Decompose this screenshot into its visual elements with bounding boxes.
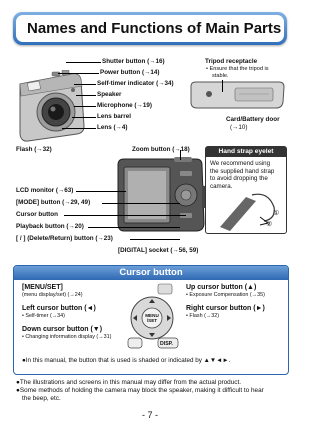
leader-line — [76, 191, 126, 192]
digital-socket-label: [DIGITAL] socket (→56, 59) — [118, 247, 199, 254]
microphone-label: Microphone (→19) — [97, 102, 152, 109]
eyelet-text-line: We recommend using — [210, 160, 271, 167]
leader-line — [130, 239, 180, 240]
speaker-label: Speaker — [97, 91, 122, 98]
menu-set-title: [MENU/SET] — [22, 284, 63, 291]
up-cursor-sub: • Exposure Compensation (→35) — [186, 292, 265, 298]
menu-set-entry — [22, 284, 83, 299]
step-two-marker: ② — [266, 221, 273, 228]
mode-button-label: [MODE] button (→29, 49) — [16, 199, 91, 206]
left-cursor-sub: • Self-timer (→34) — [22, 313, 65, 319]
playback-button-label: Playback button (→20) — [16, 223, 84, 230]
cursor-button-panel — [13, 265, 289, 375]
lcd-monitor-label: LCD monitor (→63) — [16, 187, 74, 194]
menu-set-sub: (menu display/set) (→24) — [22, 292, 83, 298]
footnote-line: ●Some methods of holding the camera may block the speaker, making it difficult to hear — [16, 386, 264, 394]
tripod-title: Tripod receptacle — [205, 58, 258, 65]
hand-strap-eyelet-box — [205, 146, 287, 234]
title-frame — [13, 12, 287, 45]
eyelet-title: Hand strap eyelet — [206, 147, 286, 157]
eyelet-text-line: to avoid dropping the — [210, 175, 268, 183]
flash-label: Flash (→32) — [16, 146, 52, 153]
camera-front-illustration — [14, 70, 92, 148]
leader-line — [222, 80, 223, 92]
down-cursor-sub: • Changing information display (→31) — [22, 334, 112, 340]
footnote-line: ●The illustrations and screens in this manual may differ from the actual product. — [16, 379, 242, 386]
tripod-note-line2: stable. — [212, 73, 229, 79]
leader-line — [72, 117, 96, 118]
leader-line — [64, 215, 186, 216]
lens-barrel-label: Lens barrel — [97, 113, 131, 120]
eyelet-description — [210, 160, 283, 190]
page-number: - 7 - — [141, 410, 158, 420]
card-door-ref: (→10) — [230, 124, 248, 131]
dial-center-label: MENU /SET — [145, 313, 159, 323]
leader-line — [58, 73, 99, 74]
leader-line — [88, 227, 180, 228]
leader-line — [74, 106, 96, 107]
right-cursor-title: Right cursor button (►) — [186, 305, 265, 312]
self-timer-indicator-label: Self-timer indicator (→34) — [97, 80, 174, 87]
tripod-note-line1: • Ensure that the tripod is — [206, 66, 269, 72]
leader-line — [180, 150, 181, 160]
leader-line — [62, 128, 96, 129]
footnotes — [16, 379, 286, 402]
zoom-button-label: Zoom button (→18) — [132, 146, 190, 153]
leader-line — [74, 84, 96, 85]
disp-button-label: DISP. — [160, 341, 173, 347]
up-cursor-title: Up cursor button (▲) — [186, 284, 257, 291]
shutter-button-label: Shutter button (→16) — [102, 58, 165, 65]
footnote-line: the beep, etc. — [22, 394, 61, 402]
left-cursor-entry — [22, 305, 96, 320]
down-cursor-entry — [22, 326, 111, 341]
cursor-panel-note: ●In this manual, the button that is used is shaded or indicated by ▲▼◄►. — [22, 357, 231, 364]
leader-line — [76, 95, 96, 96]
eyelet-text-line: camera. — [210, 182, 233, 190]
card-door-label: Card/Battery door — [226, 116, 280, 123]
camera-bottom-illustration — [187, 80, 287, 114]
down-cursor-title: Down cursor button (▼) — [22, 326, 103, 333]
left-cursor-title: Left cursor button (◄) — [22, 305, 96, 312]
leader-line — [66, 62, 101, 63]
page-title: Names and Functions of Main Parts — [16, 15, 284, 42]
delete-return-button-label: [ / ] (Delete/Return) button (→23) — [16, 235, 113, 242]
right-cursor-sub: • Flash (→32) — [186, 313, 220, 319]
lens-label: Lens (→4) — [97, 124, 128, 131]
right-cursor-entry — [186, 305, 265, 320]
cursor-panel-heading: Cursor button — [14, 266, 288, 280]
step-one-marker: ① — [273, 210, 280, 217]
up-cursor-entry — [186, 284, 265, 299]
leader-line — [102, 203, 180, 204]
camera-back-illustration — [112, 155, 208, 245]
power-button-label: Power button (→14) — [100, 69, 160, 76]
cursor-button-label: Cursor button — [16, 211, 58, 218]
eyelet-text-line: the supplied hand strap — [210, 167, 275, 175]
